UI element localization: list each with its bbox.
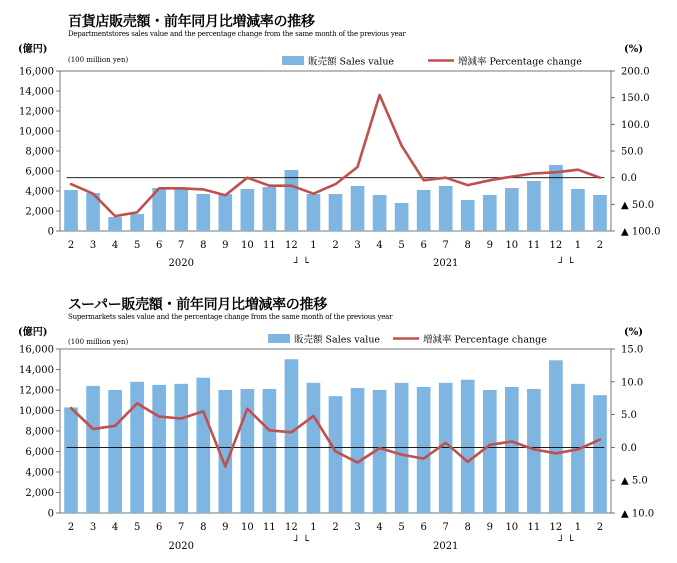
x-axis-tick-label: 3: [354, 522, 360, 533]
legend-line-label: 増減率 Percentage change: [423, 334, 547, 346]
y2-axis-tick-label: 5.0: [621, 410, 637, 421]
y-axis-tick-label: 8,000: [25, 427, 54, 438]
x-axis-tick-label: 3: [354, 240, 360, 251]
y-axis-tick-label: 4,000: [25, 187, 54, 198]
y-axis-tick-label: 14,000: [19, 87, 54, 98]
y2-axis-tick-label: ▲ 5.0: [621, 476, 648, 487]
x-axis-tick-label: 1: [310, 522, 316, 533]
y-axis-unit-en: (100 million yen): [68, 338, 128, 346]
y-axis-tick-label: 12,000: [19, 107, 54, 118]
y-axis-tick-label: 6,000: [25, 167, 54, 178]
x-axis-tick-label: 1: [575, 240, 581, 251]
x-axis-tick-label: 5: [134, 522, 140, 533]
y-axis-unit: (億円): [18, 42, 47, 55]
y-axis-unit-en: (100 million yen): [68, 56, 128, 64]
bar: [152, 385, 166, 513]
y2-axis-tick-label: ▲ 50.0: [621, 200, 654, 211]
x-axis-tick-label: 9: [487, 522, 493, 533]
bar: [174, 384, 188, 513]
x-axis-tick-label: 9: [222, 240, 228, 251]
x-axis-tick-label: 7: [178, 522, 184, 533]
y-axis-tick-label: 14,000: [19, 365, 54, 376]
x-axis-tick-label: 6: [420, 240, 426, 251]
department-store-chart: [0, 0, 677, 279]
x-axis-tick-label: 2: [332, 522, 338, 533]
x-axis-tick-label: 10: [505, 240, 518, 251]
bar: [285, 359, 299, 513]
x-axis-tick-label: 10: [241, 522, 254, 533]
x-axis-tick-label: 12: [550, 240, 563, 251]
y-axis-tick-label: 12,000: [19, 386, 54, 397]
x-axis-tick-label: 10: [241, 240, 254, 251]
chart-subtitle: Departmentstores sales value and the percentage change from the same month of the previous year: [68, 30, 406, 38]
bar: [307, 383, 321, 513]
y-axis-tick-label: 8,000: [25, 147, 54, 158]
bar: [130, 214, 144, 231]
bar: [307, 194, 321, 231]
legend-bar-swatch: [268, 334, 290, 343]
y2-axis-tick-label: 100.0: [621, 120, 650, 131]
year-label: 2021: [433, 541, 458, 552]
chart-title: スーパー販売額・前年同月比増減率の推移: [68, 294, 327, 314]
chart-subtitle: Supermarkets sales value and the percentage change from the same month of the previous year: [68, 313, 392, 321]
chart-title: 百貨店販売額・前年同月比増減率の推移: [68, 11, 315, 31]
y2-axis-tick-label: 200.0: [621, 67, 650, 78]
bar: [86, 386, 100, 513]
legend-bar-label: 販売額 Sales value: [308, 56, 394, 68]
x-axis-tick-label: 1: [575, 522, 581, 533]
bar: [461, 380, 475, 513]
y2-axis-unit: (%): [624, 327, 643, 338]
y-axis-tick-label: 6,000: [25, 447, 54, 458]
legend-bar-label: 販売額 Sales value: [294, 334, 380, 346]
supermarket-chart: [0, 284, 677, 563]
y-axis-tick-label: 16,000: [19, 67, 54, 78]
x-axis-tick-label: 1: [310, 240, 316, 251]
x-axis-tick-label: 8: [200, 522, 206, 533]
x-axis-tick-label: 8: [465, 522, 471, 533]
bar: [64, 190, 78, 231]
bar: [263, 187, 277, 231]
x-axis-tick-label: 2: [68, 522, 74, 533]
x-axis-tick-label: 6: [420, 522, 426, 533]
x-axis-tick-label: 5: [398, 522, 404, 533]
bar: [373, 195, 387, 231]
y2-axis-unit: (%): [624, 44, 643, 55]
bar: [593, 195, 607, 231]
department-store-chart-panel: [0, 0, 677, 279]
x-axis-tick-label: 3: [90, 240, 96, 251]
x-axis-tick-label: 11: [263, 522, 276, 533]
y2-axis-tick-label: 0.0: [621, 443, 637, 454]
bar: [351, 388, 365, 513]
y2-axis-tick-label: ▲ 10.0: [621, 509, 654, 520]
bar: [196, 378, 210, 513]
x-axis-tick-label: 2: [597, 522, 603, 533]
x-axis-tick-label: 4: [376, 522, 382, 533]
x-axis-tick-label: 2: [68, 240, 74, 251]
bar: [218, 194, 232, 231]
x-axis-tick-label: 9: [222, 522, 228, 533]
bar: [351, 186, 365, 231]
x-axis-tick-label: 7: [178, 240, 184, 251]
y-axis-tick-label: 10,000: [19, 127, 54, 138]
x-axis-tick-label: 11: [263, 240, 276, 251]
bar: [549, 165, 563, 231]
x-axis-tick-label: 2: [597, 240, 603, 251]
y-axis-tick-label: 4,000: [25, 468, 54, 479]
legend-line-label: 増減率 Percentage change: [458, 56, 582, 68]
bar: [417, 190, 431, 231]
year-break-mark: ┘ └: [294, 534, 310, 547]
bar: [108, 217, 122, 231]
bar: [196, 194, 210, 231]
year-label: 2020: [168, 541, 193, 552]
y2-axis-tick-label: ▲ 100.0: [621, 227, 661, 238]
x-axis-tick-label: 12: [550, 522, 563, 533]
bar: [329, 194, 343, 231]
year-break-mark: ┘ └: [294, 256, 310, 269]
bar: [108, 390, 122, 513]
bar: [593, 395, 607, 513]
y2-axis-tick-label: 150.0: [621, 93, 650, 104]
y-axis-tick-label: 16,000: [19, 345, 54, 356]
bar: [505, 387, 519, 513]
x-axis-tick-label: 5: [398, 240, 404, 251]
x-axis-tick-label: 9: [487, 240, 493, 251]
y2-axis-tick-label: 15.0: [621, 345, 643, 356]
supermarket-chart-panel: [0, 284, 677, 563]
x-axis-tick-label: 6: [156, 240, 162, 251]
y-axis-unit: (億円): [18, 325, 47, 338]
bar: [571, 189, 585, 231]
x-axis-tick-label: 5: [134, 240, 140, 251]
x-axis-tick-label: 12: [285, 522, 298, 533]
x-axis-tick-label: 8: [200, 240, 206, 251]
x-axis-tick-label: 4: [112, 522, 118, 533]
bar: [64, 407, 78, 513]
x-axis-tick-label: 4: [112, 240, 118, 251]
bar: [174, 189, 188, 231]
bar: [417, 387, 431, 513]
y-axis-tick-label: 2,000: [25, 207, 54, 218]
year-break-mark: ┘ └: [558, 256, 574, 269]
y2-axis-tick-label: 50.0: [621, 147, 643, 158]
x-axis-tick-label: 11: [527, 522, 540, 533]
y2-axis-tick-label: 0.0: [621, 173, 637, 184]
bar: [395, 383, 409, 513]
bar: [505, 188, 519, 231]
y-axis-tick-label: 0: [48, 509, 54, 520]
x-axis-tick-label: 10: [505, 522, 518, 533]
bar: [483, 390, 497, 513]
bar: [395, 203, 409, 231]
x-axis-tick-label: 7: [443, 240, 449, 251]
bar: [483, 195, 497, 231]
y-axis-tick-label: 0: [48, 227, 54, 238]
bar: [439, 186, 453, 231]
x-axis-tick-label: 6: [156, 522, 162, 533]
y-axis-tick-label: 2,000: [25, 488, 54, 499]
bar: [527, 181, 541, 231]
bar: [549, 360, 563, 513]
x-axis-tick-label: 2: [332, 240, 338, 251]
x-axis-tick-label: 3: [90, 522, 96, 533]
x-axis-tick-label: 8: [465, 240, 471, 251]
legend-bar-swatch: [282, 56, 304, 65]
year-label: 2020: [168, 258, 193, 269]
year-label: 2021: [433, 258, 458, 269]
year-break-mark: ┘ └: [558, 534, 574, 547]
y-axis-tick-label: 10,000: [19, 406, 54, 417]
bar: [461, 200, 475, 231]
bar: [263, 389, 277, 513]
x-axis-tick-label: 4: [376, 240, 382, 251]
x-axis-tick-label: 7: [443, 522, 449, 533]
y2-axis-tick-label: 10.0: [621, 377, 643, 388]
bar: [241, 189, 255, 231]
x-axis-tick-label: 11: [527, 240, 540, 251]
bar: [285, 170, 299, 231]
x-axis-tick-label: 12: [285, 240, 298, 251]
